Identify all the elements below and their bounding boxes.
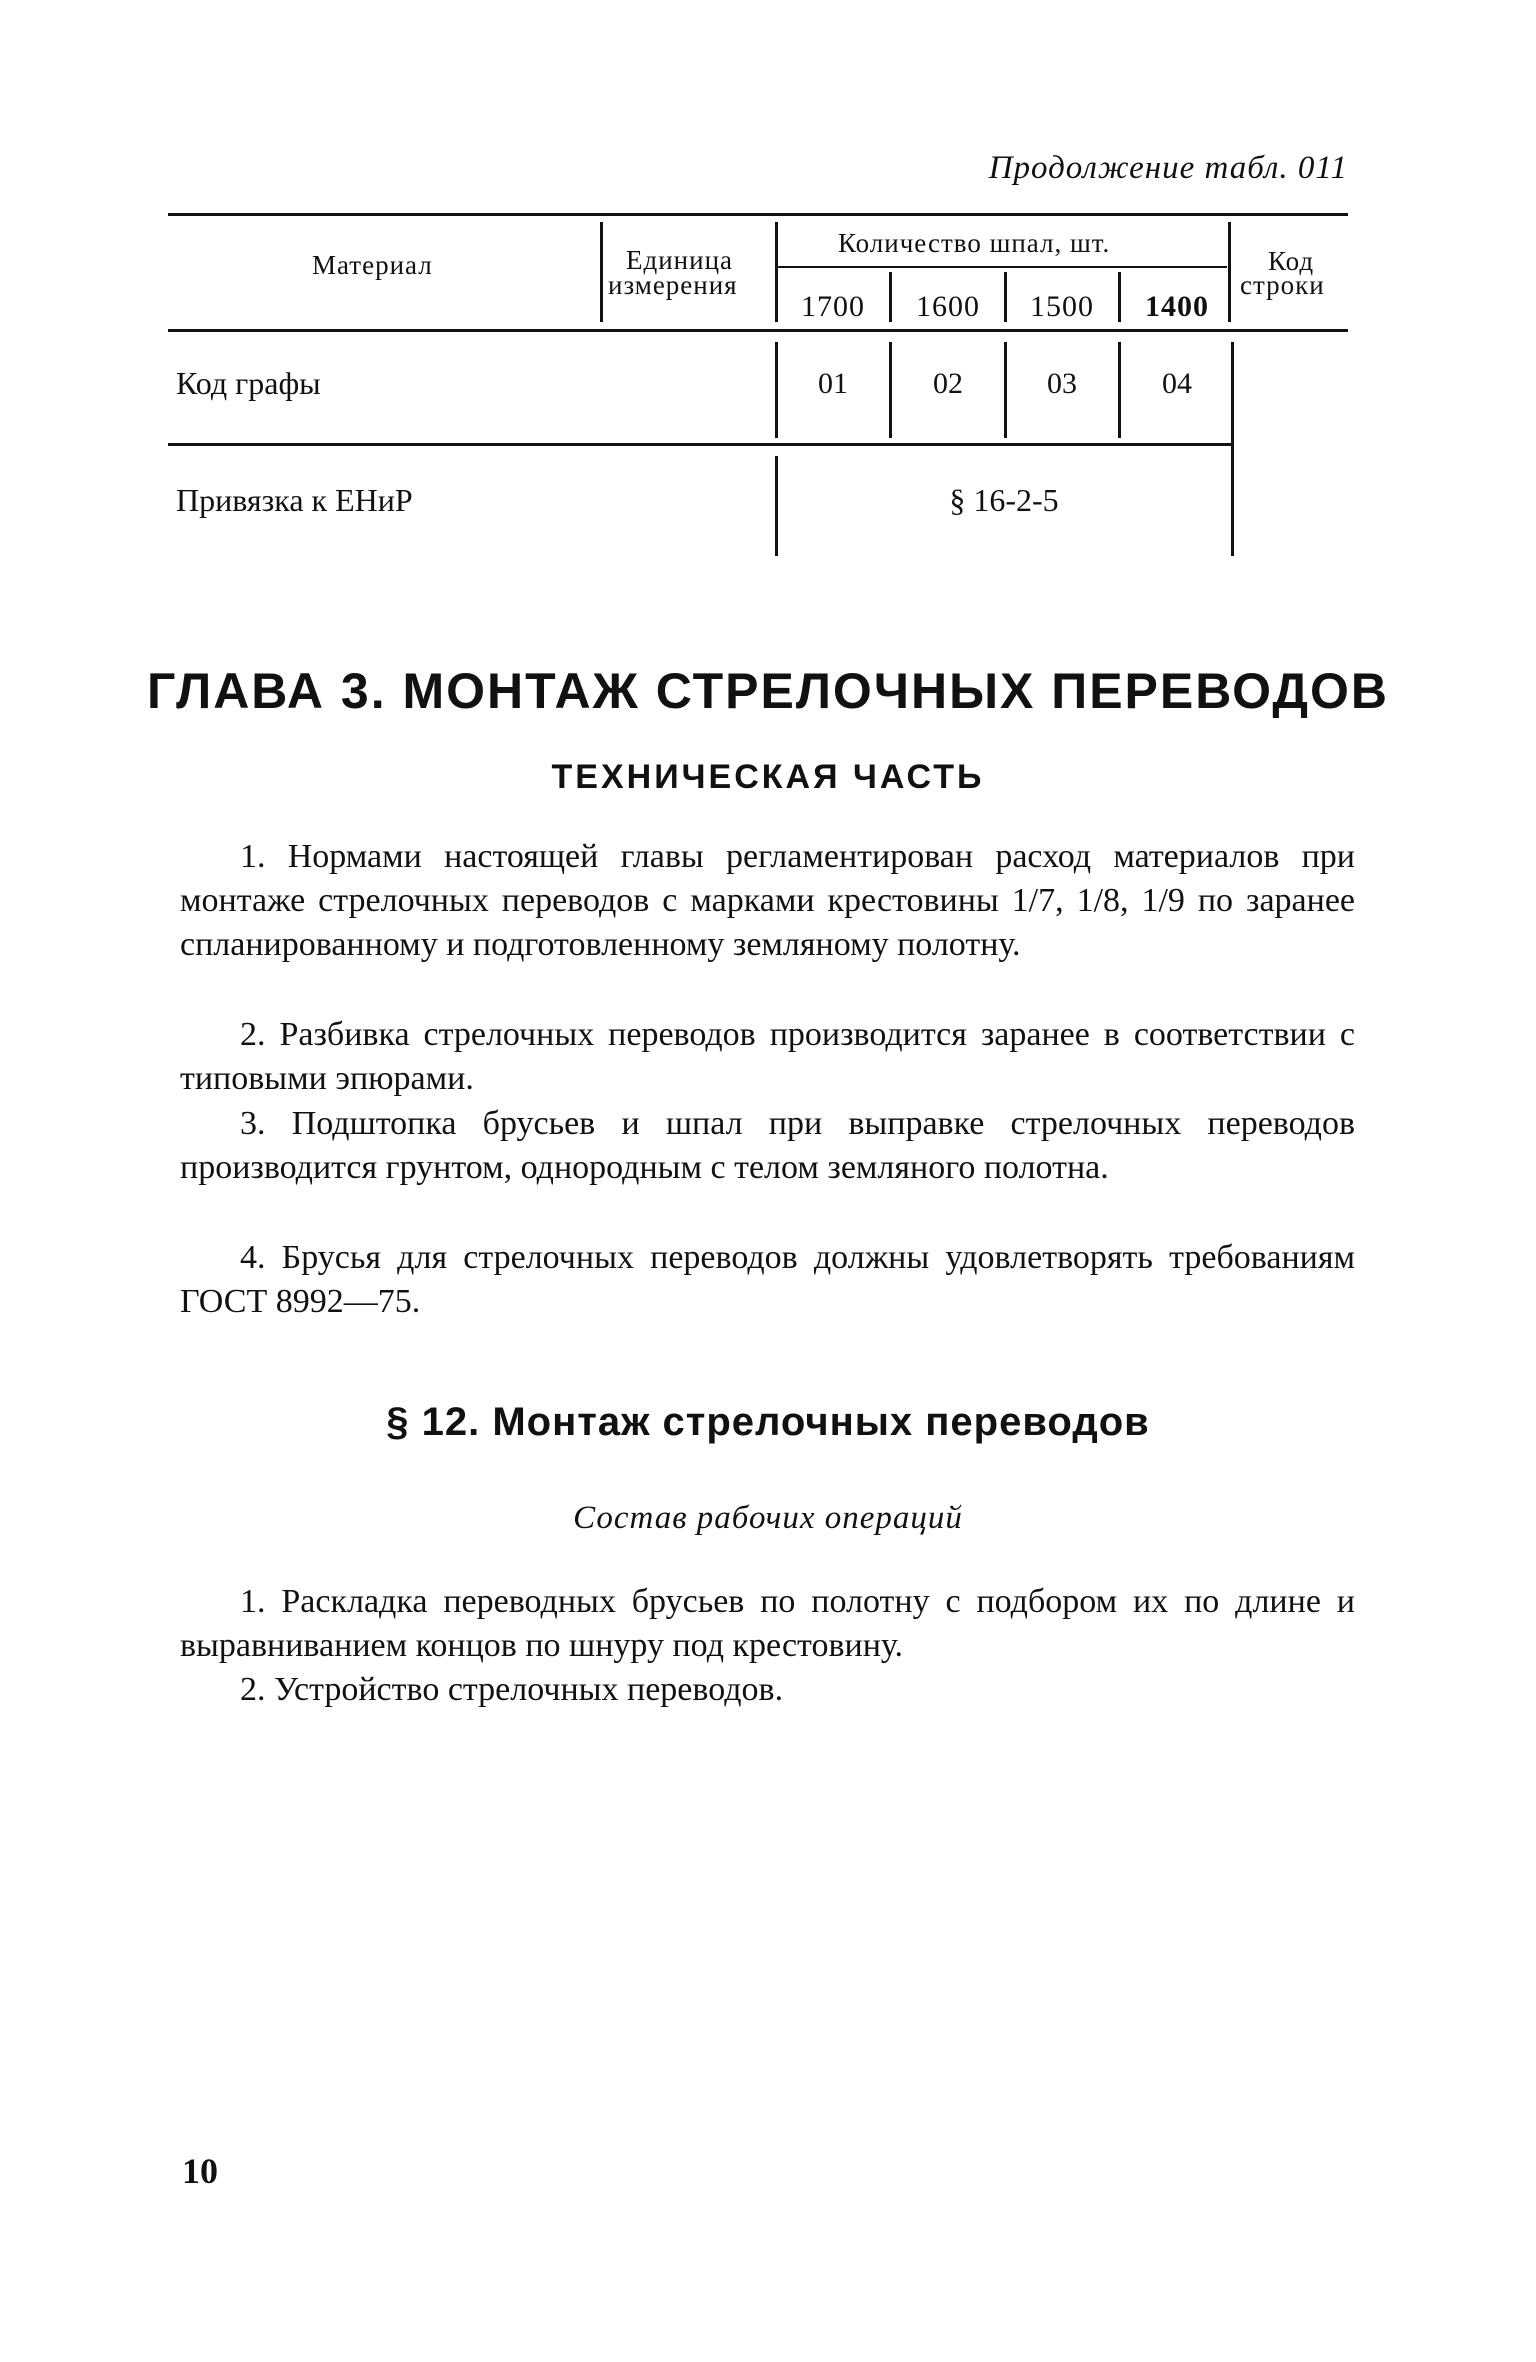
technical-item-text: 1. Нормами настоящей главы регламентирован расход материалов при монтаже стрелочных переводов с марками крестовины 1/7, 1/8, 1/9 по заранее спланированному и подготовленному земляному полотну. xyxy=(180,838,1355,963)
row-code-02: 02 xyxy=(933,367,963,400)
row-code-04: 04 xyxy=(1162,367,1192,400)
table-continuation-caption: Продолжение табл. 011 xyxy=(988,150,1348,186)
chapter-title: ГЛАВА 3. МОНТАЖ СТРЕЛОЧНЫХ ПЕРЕВОДОВ xyxy=(147,663,1389,719)
header-vline-1700 xyxy=(889,272,892,322)
header-unit-line1: Единица xyxy=(626,245,734,275)
quantity-header-rule xyxy=(777,266,1227,268)
header-vline-1500 xyxy=(1118,272,1121,322)
row-code-01: 01 xyxy=(818,367,848,400)
header-vline-material xyxy=(600,222,603,322)
technical-item xyxy=(180,1102,1355,1190)
header-count-1500: 1500 xyxy=(1030,290,1094,323)
table-top-rule xyxy=(168,213,1348,216)
technical-item xyxy=(180,1013,1355,1101)
technical-item-text: 2. Разбивка стрелочных переводов производится заранее в соответствии с типовыми эпюрами. xyxy=(180,1016,1355,1097)
chapter-subtitle: ТЕХНИЧЕСКАЯ ЧАСТЬ xyxy=(551,758,985,796)
row-code-03: 03 xyxy=(1047,367,1077,400)
header-count-1700: 1700 xyxy=(801,290,865,323)
operations-title: Состав рабочих операций xyxy=(573,1500,963,1536)
body-vline-01 xyxy=(889,342,892,438)
operation-item-text: 1. Раскладка переводных брусьев по полотну с подбором их по длине и выравниванием концов по шнуру под крестовину. xyxy=(180,1583,1355,1664)
technical-item xyxy=(180,835,1355,967)
table-header-rule xyxy=(168,329,1348,332)
section-title: § 12. Монтаж стрелочных переводов xyxy=(386,1400,1150,1444)
technical-item-text: 3. Подштопка брусьев и шпал при выправке стрелочных переводов производится грунтом, однородным с телом земляного полотна. xyxy=(180,1105,1355,1186)
header-count-1400: 1400 xyxy=(1145,290,1209,323)
row-label-enir: Привязка к ЕНиР xyxy=(176,482,413,518)
header-count-1600: 1600 xyxy=(916,290,980,323)
header-code-line2: строки xyxy=(1240,270,1325,300)
row-value-enir: § 16-2-5 xyxy=(949,482,1059,518)
technical-item-text: 4. Брусья для стрелочных переводов должны удовлетворять требованиям ГОСТ 8992—75. xyxy=(180,1239,1355,1320)
table-row-rule xyxy=(168,443,1231,446)
header-code-line1: Код xyxy=(1268,246,1315,276)
operation-item xyxy=(180,1668,1355,1712)
row-label-codes: Код графы xyxy=(176,365,321,401)
page-number: 10 xyxy=(182,2151,218,2191)
technical-item xyxy=(180,1236,1355,1324)
header-unit-line2: измерения xyxy=(608,270,738,300)
operation-item-text: 2. Устройство стрелочных переводов. xyxy=(240,1671,784,1708)
header-material: Материал xyxy=(312,250,433,280)
header-quantity: Количество шпал, шт. xyxy=(838,228,1111,258)
operation-item xyxy=(180,1580,1355,1668)
body-vline-03 xyxy=(1118,342,1121,438)
